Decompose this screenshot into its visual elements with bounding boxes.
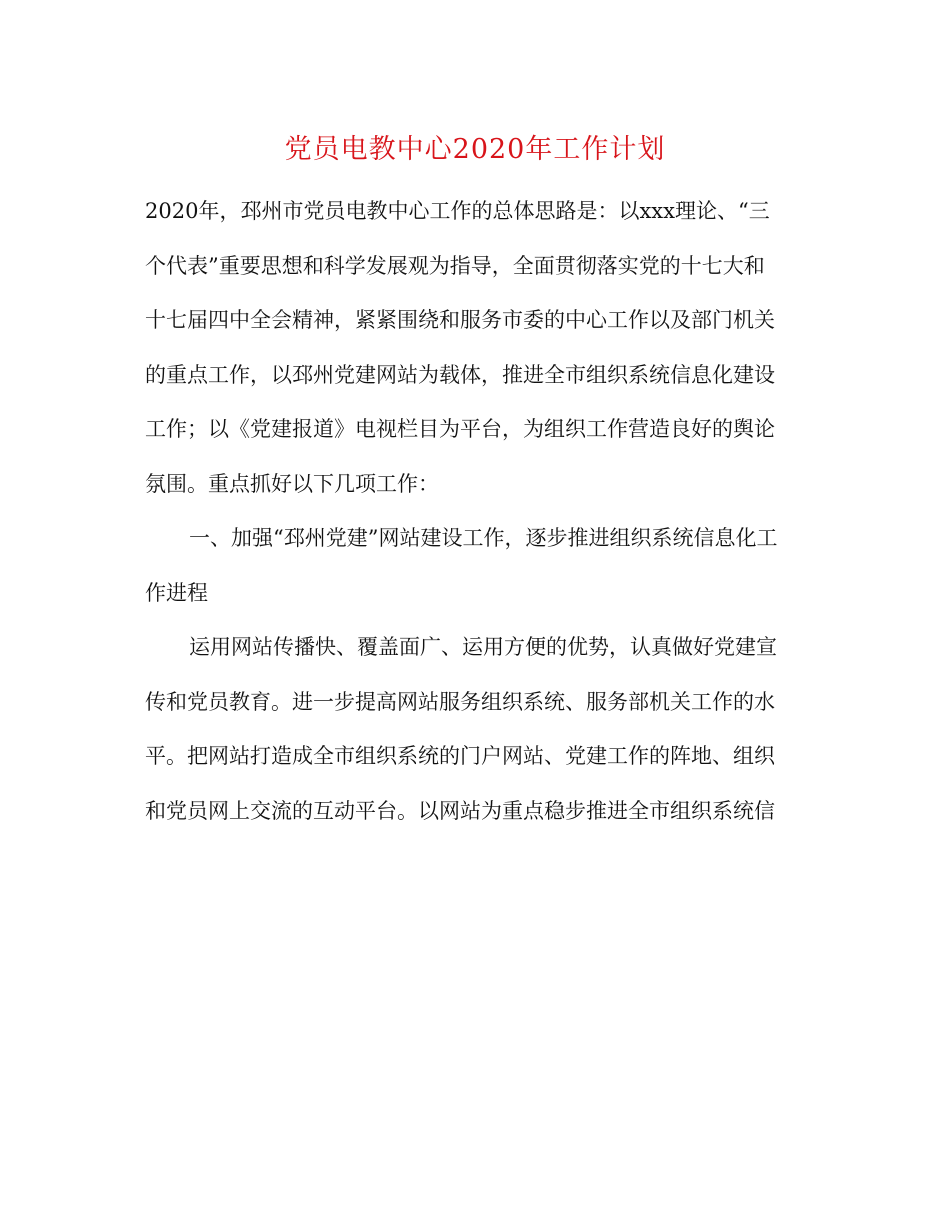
paragraph-line: 的重点工作，以邳州党建网站为载体，推进全市组织系统信息化建设	[145, 362, 775, 387]
paragraph-line: 个代表”重要思想和科学发展观为指导，全面贯彻落实党的十七大和	[145, 253, 765, 278]
paragraph-line: 平。把网站打造成全市组织系统的门户网站、党建工作的阵地、组织	[145, 744, 775, 768]
document-body	[145, 184, 805, 838]
section-heading-line: 作进程	[145, 580, 208, 605]
paragraph-line: 传和党员教育。进一步提高网站服务组织系统、服务部机关工作的水	[145, 689, 775, 714]
paragraph-line: 工作；以《党建报道》电视栏目为平台，为组织工作营造良好的舆论	[145, 417, 775, 441]
paragraph-line: 氛围。重点抓好以下几项工作：	[145, 471, 439, 496]
paragraph-line: 运用网站传播快、覆盖面广、运用方便的优势，认真做好党建宣	[189, 635, 777, 659]
paragraph-line: 十七届四中全会精神，紧紧围绕和服务市委的中心工作以及部门机关	[145, 308, 775, 332]
paragraph-line: 和党员网上交流的互动平台。以网站为重点稳步推进全市组织系统信	[145, 798, 775, 823]
paragraph-line: 2020年，邳州市党员电教中心工作的总体思路是：以xxx理论、“三	[145, 199, 770, 223]
section-heading-line: 一、加强“邳州党建”网站建设工作，逐步推进组织系统信息化工	[189, 526, 778, 550]
document-title: 党员电教中心2020年工作计划	[284, 134, 666, 165]
